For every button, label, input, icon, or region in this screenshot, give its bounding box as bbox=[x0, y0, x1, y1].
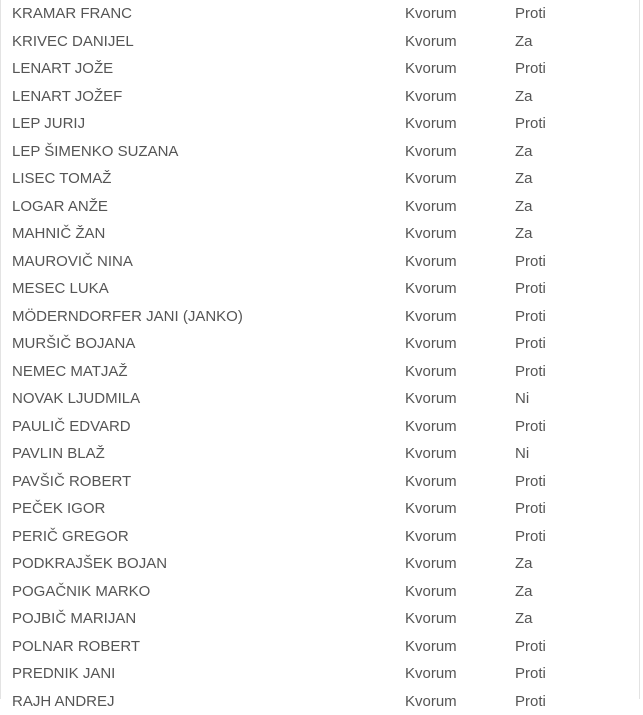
vote-row bbox=[1, 138, 639, 166]
vote-row bbox=[1, 55, 639, 83]
vote-value: Proti bbox=[515, 0, 546, 28]
quorum-status: Kvorum bbox=[405, 413, 457, 441]
vote-row bbox=[1, 413, 639, 441]
vote-value: Proti bbox=[515, 660, 546, 688]
quorum-status: Kvorum bbox=[405, 523, 457, 551]
vote-row bbox=[1, 495, 639, 523]
deputy-name: LENART JOŽEF bbox=[12, 83, 122, 111]
vote-row bbox=[1, 248, 639, 276]
deputy-name: RAJH ANDREJ bbox=[12, 688, 115, 715]
quorum-status: Kvorum bbox=[405, 440, 457, 468]
quorum-status: Kvorum bbox=[405, 605, 457, 633]
quorum-status: Kvorum bbox=[405, 28, 457, 56]
vote-value: Za bbox=[515, 220, 533, 248]
vote-row bbox=[1, 165, 639, 193]
deputy-name: PREDNIK JANI bbox=[12, 660, 115, 688]
vote-row bbox=[1, 358, 639, 386]
deputy-name: NEMEC MATJAŽ bbox=[12, 358, 128, 386]
vote-value: Proti bbox=[515, 688, 546, 715]
quorum-status: Kvorum bbox=[405, 193, 457, 221]
vote-row bbox=[1, 633, 639, 661]
vote-value: Proti bbox=[515, 110, 546, 138]
vote-value: Ni bbox=[515, 385, 529, 413]
vote-row bbox=[1, 660, 639, 688]
vote-row bbox=[1, 28, 639, 56]
deputy-name: LENART JOŽE bbox=[12, 55, 113, 83]
vote-row bbox=[1, 440, 639, 468]
deputy-name: LOGAR ANŽE bbox=[12, 193, 108, 221]
vote-value: Proti bbox=[515, 495, 546, 523]
vote-value: Proti bbox=[515, 413, 546, 441]
deputy-name: MAHNIČ ŽAN bbox=[12, 220, 105, 248]
quorum-status: Kvorum bbox=[405, 633, 457, 661]
vote-row bbox=[1, 468, 639, 496]
vote-row bbox=[1, 523, 639, 551]
deputy-name: POLNAR ROBERT bbox=[12, 633, 140, 661]
vote-row bbox=[1, 193, 639, 221]
quorum-status: Kvorum bbox=[405, 220, 457, 248]
vote-row bbox=[1, 0, 639, 28]
quorum-status: Kvorum bbox=[405, 385, 457, 413]
vote-value: Proti bbox=[515, 303, 546, 331]
vote-value: Proti bbox=[515, 633, 546, 661]
deputy-name: POGAČNIK MARKO bbox=[12, 578, 150, 606]
deputy-name: MURŠIČ BOJANA bbox=[12, 330, 135, 358]
quorum-status: Kvorum bbox=[405, 468, 457, 496]
deputy-name: PAVŠIČ ROBERT bbox=[12, 468, 131, 496]
vote-value: Za bbox=[515, 550, 533, 578]
vote-row bbox=[1, 220, 639, 248]
quorum-status: Kvorum bbox=[405, 55, 457, 83]
vote-value: Za bbox=[515, 605, 533, 633]
quorum-status: Kvorum bbox=[405, 303, 457, 331]
deputy-name: POJBIČ MARIJAN bbox=[12, 605, 136, 633]
deputy-name: NOVAK LJUDMILA bbox=[12, 385, 140, 413]
vote-row bbox=[1, 550, 639, 578]
quorum-status: Kvorum bbox=[405, 110, 457, 138]
vote-value: Za bbox=[515, 578, 533, 606]
quorum-status: Kvorum bbox=[405, 165, 457, 193]
deputy-name: PAVLIN BLAŽ bbox=[12, 440, 105, 468]
vote-value: Za bbox=[515, 165, 533, 193]
quorum-status: Kvorum bbox=[405, 138, 457, 166]
deputy-name: KRIVEC DANIJEL bbox=[12, 28, 134, 56]
vote-row bbox=[1, 303, 639, 331]
vote-value: Za bbox=[515, 138, 533, 166]
vote-value: Proti bbox=[515, 330, 546, 358]
quorum-status: Kvorum bbox=[405, 275, 457, 303]
vote-row bbox=[1, 578, 639, 606]
deputy-name: PEČEK IGOR bbox=[12, 495, 105, 523]
vote-value: Proti bbox=[515, 523, 546, 551]
vote-row bbox=[1, 83, 639, 111]
vote-results-list bbox=[1, 0, 639, 715]
vote-value: Za bbox=[515, 193, 533, 221]
deputy-name: PODKRAJŠEK BOJAN bbox=[12, 550, 167, 578]
quorum-status: Kvorum bbox=[405, 0, 457, 28]
vote-row bbox=[1, 275, 639, 303]
vote-row bbox=[1, 605, 639, 633]
vote-value: Za bbox=[515, 83, 533, 111]
quorum-status: Kvorum bbox=[405, 495, 457, 523]
vote-value: Proti bbox=[515, 248, 546, 276]
deputy-name: KRAMAR FRANC bbox=[12, 0, 132, 28]
deputy-name: PAULIČ EDVARD bbox=[12, 413, 131, 441]
deputy-name: MAUROVIČ NINA bbox=[12, 248, 133, 276]
vote-value: Proti bbox=[515, 55, 546, 83]
quorum-status: Kvorum bbox=[405, 330, 457, 358]
quorum-status: Kvorum bbox=[405, 660, 457, 688]
quorum-status: Kvorum bbox=[405, 83, 457, 111]
deputy-name: LEP ŠIMENKO SUZANA bbox=[12, 138, 178, 166]
vote-value: Ni bbox=[515, 440, 529, 468]
quorum-status: Kvorum bbox=[405, 578, 457, 606]
vote-row bbox=[1, 110, 639, 138]
quorum-status: Kvorum bbox=[405, 358, 457, 386]
deputy-name: PERIČ GREGOR bbox=[12, 523, 129, 551]
vote-value: Proti bbox=[515, 358, 546, 386]
quorum-status: Kvorum bbox=[405, 688, 457, 715]
vote-row bbox=[1, 688, 639, 715]
vote-row bbox=[1, 385, 639, 413]
deputy-name: LEP JURIJ bbox=[12, 110, 85, 138]
vote-row bbox=[1, 330, 639, 358]
deputy-name: MESEC LUKA bbox=[12, 275, 109, 303]
deputy-name: MÖDERNDORFER JANI (JANKO) bbox=[12, 303, 243, 331]
vote-value: Za bbox=[515, 28, 533, 56]
quorum-status: Kvorum bbox=[405, 550, 457, 578]
vote-value: Proti bbox=[515, 468, 546, 496]
deputy-name: LISEC TOMAŽ bbox=[12, 165, 111, 193]
quorum-status: Kvorum bbox=[405, 248, 457, 276]
vote-value: Proti bbox=[515, 275, 546, 303]
